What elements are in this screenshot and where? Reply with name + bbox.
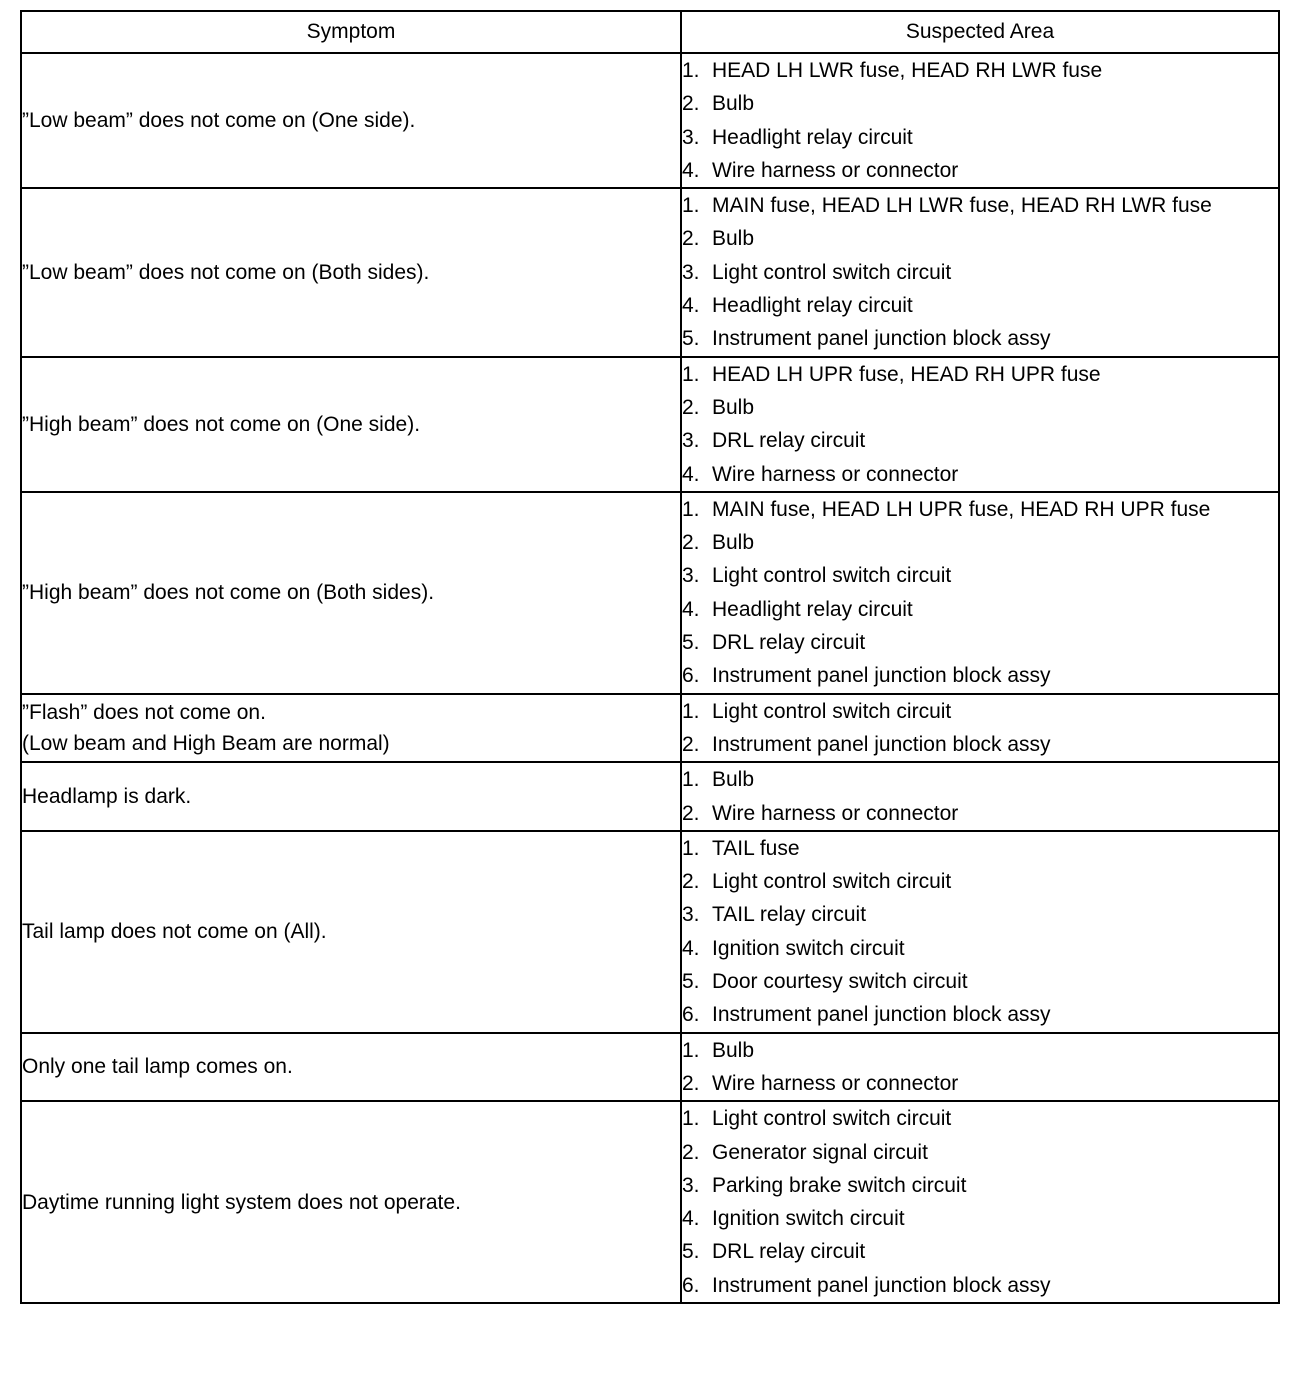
suspected-area-text: Headlight relay circuit (712, 125, 913, 149)
item-number: 4. (682, 936, 700, 960)
table-row (21, 492, 1279, 694)
item-number: 2. (682, 227, 700, 251)
symptom-cell (21, 357, 681, 492)
item-number: 6. (682, 1273, 700, 1297)
list-item (682, 189, 1278, 222)
suspected-area-text: HEAD LH UPR fuse, HEAD RH UPR fuse (712, 362, 1101, 386)
suspected-area-cell (681, 1033, 1279, 1102)
suspected-area-text: Light control switch circuit (712, 1107, 952, 1131)
item-number: 5. (682, 970, 700, 994)
table-row (21, 1033, 1279, 1102)
list-item (682, 222, 1278, 255)
suspected-area-text: HEAD LH LWR fuse, HEAD RH LWR fuse (712, 59, 1103, 82)
suspected-area-cell (681, 1101, 1279, 1303)
problem-symptoms-table (20, 10, 1280, 1304)
item-number: 3. (682, 429, 700, 453)
suspected-area-text: Light control switch circuit (712, 870, 952, 894)
item-number: 2. (682, 92, 700, 116)
suspected-area-text: Wire harness or connector (712, 462, 959, 486)
list-item (682, 289, 1278, 322)
suspected-area-text: Door courtesy switch circuit (712, 970, 968, 994)
list-item (682, 1202, 1278, 1235)
item-number: 2. (682, 732, 700, 756)
list-item (682, 1136, 1278, 1169)
item-number: 3. (682, 1173, 700, 1197)
item-number: 5. (682, 631, 700, 655)
table-row (21, 762, 1279, 831)
table-row (21, 53, 1279, 188)
suspected-area-cell (681, 53, 1279, 188)
symptom-column-header: Symptom (21, 11, 681, 53)
suspected-area-text: Bulb (712, 1038, 755, 1062)
suspected-area-text: Wire harness or connector (712, 801, 959, 825)
item-number: 4. (682, 294, 700, 318)
list-item (682, 1235, 1278, 1268)
symptom-text: ”Low beam” does not come on (One side). (22, 109, 416, 133)
symptom-cell (21, 762, 681, 831)
suspected-area-text: Light control switch circuit (712, 699, 952, 723)
suspected-area-text: Ignition switch circuit (712, 1207, 905, 1231)
symptom-text: Daytime running light system does not operate. (22, 1190, 461, 1214)
suspected-area-cell (681, 831, 1279, 1033)
item-number: 1. (682, 836, 700, 860)
suspected-area-cell (681, 357, 1279, 492)
item-number: 4. (682, 597, 700, 621)
item-number: 3. (682, 564, 700, 588)
item-number: 1. (682, 194, 700, 218)
item-number: 5. (682, 1240, 700, 1264)
item-number: 2. (682, 1140, 700, 1164)
list-item (682, 154, 1278, 187)
symptom-cell (21, 188, 681, 356)
suspected-area-text: DRL relay circuit (712, 1240, 866, 1264)
symptom-text: ”Flash” does not come on. (22, 700, 266, 724)
table-body (21, 53, 1279, 1303)
suspected-area-column-header: Suspected Area (681, 11, 1279, 53)
suspected-area-list (682, 189, 1278, 355)
suspected-area-list (682, 832, 1278, 1032)
suspected-area-list (682, 358, 1278, 491)
table-row (21, 357, 1279, 492)
item-number: 1. (682, 699, 700, 723)
list-item (682, 1034, 1278, 1067)
item-number: 2. (682, 395, 700, 419)
suspected-area-text: Light control switch circuit (712, 260, 952, 284)
list-item (682, 626, 1278, 659)
symptom-cell (21, 1033, 681, 1102)
suspected-area-text: TAIL relay circuit (712, 903, 867, 927)
symptom-cell (21, 694, 681, 763)
list-item (682, 493, 1278, 526)
symptom-text: Headlamp is dark. (22, 785, 192, 809)
suspected-area-text: Headlight relay circuit (712, 597, 913, 621)
suspected-area-cell (681, 762, 1279, 831)
item-number: 2. (682, 870, 700, 894)
item-number: 1. (682, 497, 700, 521)
item-number: 3. (682, 903, 700, 927)
item-number: 4. (682, 158, 700, 182)
table-row (21, 694, 1279, 763)
list-item (682, 458, 1278, 491)
list-item (682, 1102, 1278, 1135)
suspected-area-text: TAIL fuse (712, 836, 800, 860)
item-number: 2. (682, 801, 700, 825)
suspected-area-cell (681, 694, 1279, 763)
item-number: 3. (682, 125, 700, 149)
table-row (21, 188, 1279, 356)
list-item (682, 763, 1278, 796)
suspected-area-cell (681, 492, 1279, 694)
list-item (682, 1169, 1278, 1202)
item-number: 5. (682, 327, 700, 351)
symptom-text: ”High beam” does not come on (Both sides). (22, 581, 435, 605)
list-item (682, 593, 1278, 626)
symptom-cell (21, 53, 681, 188)
list-item (682, 358, 1278, 391)
item-number: 6. (682, 1003, 700, 1027)
list-item (682, 87, 1278, 120)
list-item (682, 998, 1278, 1031)
list-item (682, 898, 1278, 931)
list-item (682, 391, 1278, 424)
suspected-area-text: Instrument panel junction block assy (712, 1273, 1051, 1297)
suspected-area-text: Bulb (712, 227, 755, 251)
list-item (682, 695, 1278, 728)
item-number: 1. (682, 362, 700, 386)
suspected-area-text: Bulb (712, 768, 755, 792)
list-item (682, 121, 1278, 154)
item-number: 4. (682, 1207, 700, 1231)
item-number: 6. (682, 664, 700, 688)
suspected-area-list (682, 54, 1278, 187)
suspected-area-text: MAIN fuse, HEAD LH LWR fuse, HEAD RH LWR fuse (712, 194, 1212, 218)
list-item (682, 832, 1278, 865)
list-item (682, 322, 1278, 355)
list-item (682, 1067, 1278, 1100)
suspected-area-text: Bulb (712, 395, 755, 419)
list-item (682, 526, 1278, 559)
suspected-area-text: Bulb (712, 531, 755, 555)
item-number: 1. (682, 59, 700, 82)
list-item (682, 932, 1278, 965)
symptom-text: Only one tail lamp comes on. (22, 1055, 293, 1079)
list-item (682, 965, 1278, 998)
list-item (682, 424, 1278, 457)
symptom-cell (21, 831, 681, 1033)
list-item (682, 1269, 1278, 1302)
item-number: 2. (682, 531, 700, 555)
item-number: 4. (682, 462, 700, 486)
symptom-cell (21, 492, 681, 694)
suspected-area-list (682, 763, 1278, 830)
table-row (21, 831, 1279, 1033)
item-number: 1. (682, 1038, 700, 1062)
suspected-area-text: DRL relay circuit (712, 631, 866, 655)
list-item (682, 797, 1278, 830)
table-header-row (21, 11, 1279, 53)
suspected-area-text: DRL relay circuit (712, 429, 866, 453)
list-item (682, 659, 1278, 692)
suspected-area-text: Parking brake switch circuit (712, 1173, 967, 1197)
symptom-text: Tail lamp does not come on (All). (22, 920, 327, 944)
symptom-text: ”Low beam” does not come on (Both sides). (22, 260, 430, 284)
suspected-area-text: Wire harness or connector (712, 1071, 959, 1095)
suspected-area-text: Instrument panel junction block assy (712, 732, 1051, 756)
list-item (682, 256, 1278, 289)
suspected-area-list (682, 493, 1278, 693)
suspected-area-text: Headlight relay circuit (712, 294, 913, 318)
list-item (682, 865, 1278, 898)
suspected-area-list (682, 695, 1278, 762)
symptom-cell (21, 1101, 681, 1303)
suspected-area-list (682, 1102, 1278, 1302)
item-number: 2. (682, 1071, 700, 1095)
suspected-area-text: Light control switch circuit (712, 564, 952, 588)
symptom-text: ”High beam” does not come on (One side). (22, 412, 421, 436)
suspected-area-text: Instrument panel junction block assy (712, 327, 1051, 351)
item-number: 1. (682, 768, 700, 792)
suspected-area-text: Instrument panel junction block assy (712, 664, 1051, 688)
suspected-area-text: Generator signal circuit (712, 1140, 928, 1164)
list-item (682, 728, 1278, 761)
table-row (21, 1101, 1279, 1303)
suspected-area-text: Bulb (712, 92, 755, 116)
suspected-area-text: Ignition switch circuit (712, 936, 905, 960)
list-item (682, 559, 1278, 592)
item-number: 1. (682, 1107, 700, 1131)
symptom-text: (Low beam and High Beam are normal) (22, 731, 390, 755)
suspected-area-text: Instrument panel junction block assy (712, 1003, 1051, 1027)
item-number: 3. (682, 260, 700, 284)
suspected-area-list (682, 1034, 1278, 1101)
suspected-area-cell (681, 188, 1279, 356)
suspected-area-text: MAIN fuse, HEAD LH UPR fuse, HEAD RH UPR fuse (712, 497, 1211, 521)
list-item (682, 54, 1278, 87)
suspected-area-text: Wire harness or connector (712, 158, 959, 182)
